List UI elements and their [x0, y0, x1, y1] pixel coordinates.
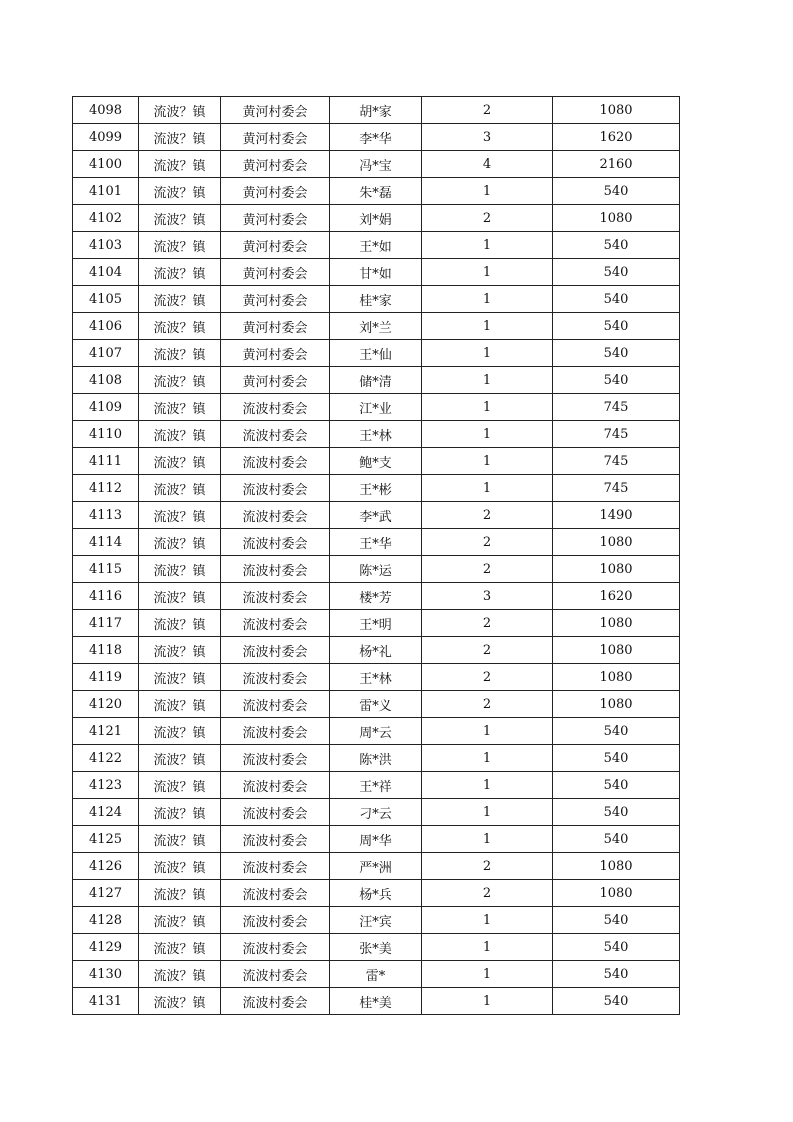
village-committee-cell: 流波村委会 [221, 853, 330, 880]
count-cell: 1 [422, 232, 553, 259]
amount-cell: 540 [553, 772, 680, 799]
amount-cell: 540 [553, 178, 680, 205]
town-cell: 流波？镇 [139, 151, 221, 178]
row-number-cell: 4122 [73, 745, 139, 772]
table-row [73, 610, 680, 637]
amount-cell: 1080 [553, 880, 680, 907]
table-row [73, 583, 680, 610]
row-number-cell: 4098 [73, 97, 139, 124]
town-cell: 流波？镇 [139, 475, 221, 502]
count-cell: 1 [422, 961, 553, 988]
row-number-cell: 4121 [73, 718, 139, 745]
town-cell: 流波？镇 [139, 259, 221, 286]
row-number-cell: 4120 [73, 691, 139, 718]
table-row [73, 502, 680, 529]
village-committee-cell: 流波村委会 [221, 556, 330, 583]
person-name-cell: 李*武 [330, 502, 422, 529]
town-cell: 流波？镇 [139, 934, 221, 961]
row-number-cell: 4117 [73, 610, 139, 637]
table-row [73, 934, 680, 961]
amount-cell: 745 [553, 448, 680, 475]
village-committee-cell: 黄河村委会 [221, 205, 330, 232]
row-number-cell: 4110 [73, 421, 139, 448]
village-committee-cell: 黄河村委会 [221, 124, 330, 151]
row-number-cell: 4123 [73, 772, 139, 799]
person-name-cell: 朱*磊 [330, 178, 422, 205]
town-cell: 流波？镇 [139, 313, 221, 340]
village-committee-cell: 流波村委会 [221, 772, 330, 799]
person-name-cell: 王*如 [330, 232, 422, 259]
table-row [73, 853, 680, 880]
amount-cell: 540 [553, 367, 680, 394]
person-name-cell: 王*仙 [330, 340, 422, 367]
village-committee-cell: 流波村委会 [221, 691, 330, 718]
table-row [73, 772, 680, 799]
amount-cell: 540 [553, 259, 680, 286]
count-cell: 2 [422, 610, 553, 637]
amount-cell: 540 [553, 799, 680, 826]
table-row [73, 259, 680, 286]
count-cell: 1 [422, 907, 553, 934]
row-number-cell: 4130 [73, 961, 139, 988]
table-row [73, 340, 680, 367]
person-name-cell: 刘*娟 [330, 205, 422, 232]
count-cell: 1 [422, 448, 553, 475]
amount-cell: 540 [553, 988, 680, 1015]
town-cell: 流波？镇 [139, 124, 221, 151]
amount-cell: 1080 [553, 556, 680, 583]
person-name-cell: 楼*芳 [330, 583, 422, 610]
village-committee-cell: 流波村委会 [221, 448, 330, 475]
person-name-cell: 江*业 [330, 394, 422, 421]
count-cell: 1 [422, 799, 553, 826]
row-number-cell: 4116 [73, 583, 139, 610]
table-row [73, 907, 680, 934]
amount-cell: 1080 [553, 529, 680, 556]
amount-cell: 1080 [553, 97, 680, 124]
village-committee-cell: 流波村委会 [221, 421, 330, 448]
table-row [73, 637, 680, 664]
table-row [73, 178, 680, 205]
row-number-cell: 4113 [73, 502, 139, 529]
person-name-cell: 周*云 [330, 718, 422, 745]
amount-cell: 1080 [553, 853, 680, 880]
amount-cell: 745 [553, 475, 680, 502]
person-name-cell: 汪*宾 [330, 907, 422, 934]
village-committee-cell: 黄河村委会 [221, 286, 330, 313]
row-number-cell: 4102 [73, 205, 139, 232]
person-name-cell: 桂*家 [330, 286, 422, 313]
count-cell: 1 [422, 988, 553, 1015]
table-row [73, 556, 680, 583]
town-cell: 流波？镇 [139, 799, 221, 826]
person-name-cell: 李*华 [330, 124, 422, 151]
count-cell: 2 [422, 691, 553, 718]
table-body [73, 97, 680, 1015]
table-row [73, 124, 680, 151]
village-committee-cell: 流波村委会 [221, 664, 330, 691]
count-cell: 1 [422, 394, 553, 421]
amount-cell: 1080 [553, 610, 680, 637]
village-committee-cell: 黄河村委会 [221, 232, 330, 259]
count-cell: 3 [422, 583, 553, 610]
town-cell: 流波？镇 [139, 664, 221, 691]
amount-cell: 540 [553, 907, 680, 934]
amount-cell: 745 [553, 421, 680, 448]
count-cell: 2 [422, 664, 553, 691]
village-committee-cell: 黄河村委会 [221, 313, 330, 340]
amount-cell: 1080 [553, 664, 680, 691]
count-cell: 1 [422, 259, 553, 286]
person-name-cell: 刘*兰 [330, 313, 422, 340]
person-name-cell: 鲍*支 [330, 448, 422, 475]
town-cell: 流波？镇 [139, 367, 221, 394]
table-row [73, 664, 680, 691]
amount-cell: 540 [553, 232, 680, 259]
village-committee-cell: 流波村委会 [221, 718, 330, 745]
count-cell: 1 [422, 475, 553, 502]
table-row [73, 745, 680, 772]
count-cell: 2 [422, 637, 553, 664]
table-row [73, 421, 680, 448]
table-row [73, 988, 680, 1015]
table-row [73, 880, 680, 907]
amount-cell: 540 [553, 286, 680, 313]
amount-cell: 540 [553, 745, 680, 772]
town-cell: 流波？镇 [139, 286, 221, 313]
village-committee-cell: 流波村委会 [221, 502, 330, 529]
village-committee-cell: 流波村委会 [221, 799, 330, 826]
table-row [73, 826, 680, 853]
count-cell: 2 [422, 853, 553, 880]
town-cell: 流波？镇 [139, 205, 221, 232]
amount-cell: 1080 [553, 205, 680, 232]
village-committee-cell: 流波村委会 [221, 394, 330, 421]
table-row [73, 232, 680, 259]
count-cell: 1 [422, 745, 553, 772]
town-cell: 流波？镇 [139, 718, 221, 745]
row-number-cell: 4129 [73, 934, 139, 961]
town-cell: 流波？镇 [139, 97, 221, 124]
town-cell: 流波？镇 [139, 961, 221, 988]
village-committee-cell: 流波村委会 [221, 907, 330, 934]
town-cell: 流波？镇 [139, 340, 221, 367]
row-number-cell: 4101 [73, 178, 139, 205]
person-name-cell: 王*华 [330, 529, 422, 556]
village-committee-cell: 黄河村委会 [221, 367, 330, 394]
row-number-cell: 4111 [73, 448, 139, 475]
person-name-cell: 周*华 [330, 826, 422, 853]
amount-cell: 1620 [553, 124, 680, 151]
person-name-cell: 刁*云 [330, 799, 422, 826]
person-name-cell: 雷*义 [330, 691, 422, 718]
count-cell: 4 [422, 151, 553, 178]
town-cell: 流波？镇 [139, 448, 221, 475]
person-name-cell: 严*洲 [330, 853, 422, 880]
village-committee-cell: 黄河村委会 [221, 97, 330, 124]
table-row [73, 718, 680, 745]
town-cell: 流波？镇 [139, 583, 221, 610]
table-row [73, 529, 680, 556]
amount-cell: 540 [553, 340, 680, 367]
person-name-cell: 王*林 [330, 421, 422, 448]
count-cell: 1 [422, 718, 553, 745]
row-number-cell: 4105 [73, 286, 139, 313]
amount-cell: 540 [553, 718, 680, 745]
row-number-cell: 4118 [73, 637, 139, 664]
count-cell: 1 [422, 826, 553, 853]
row-number-cell: 4124 [73, 799, 139, 826]
table-row [73, 286, 680, 313]
count-cell: 1 [422, 340, 553, 367]
count-cell: 1 [422, 367, 553, 394]
table-row [73, 367, 680, 394]
village-committee-cell: 流波村委会 [221, 529, 330, 556]
village-committee-cell: 黄河村委会 [221, 178, 330, 205]
row-number-cell: 4103 [73, 232, 139, 259]
village-committee-cell: 流波村委会 [221, 745, 330, 772]
table-row [73, 961, 680, 988]
amount-cell: 540 [553, 961, 680, 988]
count-cell: 2 [422, 529, 553, 556]
table-row [73, 97, 680, 124]
town-cell: 流波？镇 [139, 907, 221, 934]
row-number-cell: 4112 [73, 475, 139, 502]
table-row [73, 799, 680, 826]
person-name-cell: 张*美 [330, 934, 422, 961]
village-committee-cell: 流波村委会 [221, 475, 330, 502]
row-number-cell: 4127 [73, 880, 139, 907]
count-cell: 2 [422, 502, 553, 529]
town-cell: 流波？镇 [139, 853, 221, 880]
amount-cell: 2160 [553, 151, 680, 178]
count-cell: 2 [422, 97, 553, 124]
row-number-cell: 4114 [73, 529, 139, 556]
table-row [73, 691, 680, 718]
count-cell: 1 [422, 772, 553, 799]
town-cell: 流波？镇 [139, 691, 221, 718]
village-committee-cell: 流波村委会 [221, 583, 330, 610]
town-cell: 流波？镇 [139, 826, 221, 853]
table-row [73, 394, 680, 421]
table-row [73, 475, 680, 502]
amount-cell: 540 [553, 313, 680, 340]
town-cell: 流波？镇 [139, 394, 221, 421]
count-cell: 1 [422, 934, 553, 961]
town-cell: 流波？镇 [139, 745, 221, 772]
amount-cell: 745 [553, 394, 680, 421]
count-cell: 2 [422, 880, 553, 907]
village-committee-cell: 流波村委会 [221, 610, 330, 637]
amount-cell: 1490 [553, 502, 680, 529]
table-row [73, 151, 680, 178]
town-cell: 流波？镇 [139, 556, 221, 583]
town-cell: 流波？镇 [139, 988, 221, 1015]
row-number-cell: 4106 [73, 313, 139, 340]
person-name-cell: 冯*宝 [330, 151, 422, 178]
row-number-cell: 4128 [73, 907, 139, 934]
village-committee-cell: 黄河村委会 [221, 340, 330, 367]
data-table [72, 96, 680, 1015]
village-committee-cell: 黄河村委会 [221, 151, 330, 178]
village-committee-cell: 流波村委会 [221, 826, 330, 853]
row-number-cell: 4115 [73, 556, 139, 583]
row-number-cell: 4131 [73, 988, 139, 1015]
person-name-cell: 王*祥 [330, 772, 422, 799]
village-committee-cell: 流波村委会 [221, 988, 330, 1015]
amount-cell: 1620 [553, 583, 680, 610]
amount-cell: 1080 [553, 637, 680, 664]
village-committee-cell: 流波村委会 [221, 880, 330, 907]
count-cell: 1 [422, 178, 553, 205]
town-cell: 流波？镇 [139, 421, 221, 448]
person-name-cell: 桂*美 [330, 988, 422, 1015]
person-name-cell: 胡*家 [330, 97, 422, 124]
person-name-cell: 杨*礼 [330, 637, 422, 664]
person-name-cell: 王*林 [330, 664, 422, 691]
row-number-cell: 4099 [73, 124, 139, 151]
village-committee-cell: 流波村委会 [221, 934, 330, 961]
village-committee-cell: 黄河村委会 [221, 259, 330, 286]
table-row [73, 448, 680, 475]
row-number-cell: 4109 [73, 394, 139, 421]
row-number-cell: 4100 [73, 151, 139, 178]
row-number-cell: 4104 [73, 259, 139, 286]
town-cell: 流波？镇 [139, 232, 221, 259]
count-cell: 2 [422, 556, 553, 583]
village-committee-cell: 流波村委会 [221, 637, 330, 664]
table-row [73, 205, 680, 232]
person-name-cell: 雷* [330, 961, 422, 988]
person-name-cell: 王*彬 [330, 475, 422, 502]
town-cell: 流波？镇 [139, 772, 221, 799]
amount-cell: 540 [553, 934, 680, 961]
town-cell: 流波？镇 [139, 637, 221, 664]
person-name-cell: 陈*运 [330, 556, 422, 583]
count-cell: 2 [422, 205, 553, 232]
count-cell: 3 [422, 124, 553, 151]
village-committee-cell: 流波村委会 [221, 961, 330, 988]
town-cell: 流波？镇 [139, 178, 221, 205]
count-cell: 1 [422, 313, 553, 340]
person-name-cell: 甘*如 [330, 259, 422, 286]
town-cell: 流波？镇 [139, 880, 221, 907]
person-name-cell: 储*清 [330, 367, 422, 394]
person-name-cell: 陈*洪 [330, 745, 422, 772]
person-name-cell: 王*明 [330, 610, 422, 637]
person-name-cell: 杨*兵 [330, 880, 422, 907]
amount-cell: 540 [553, 826, 680, 853]
row-number-cell: 4125 [73, 826, 139, 853]
count-cell: 1 [422, 421, 553, 448]
row-number-cell: 4108 [73, 367, 139, 394]
row-number-cell: 4119 [73, 664, 139, 691]
town-cell: 流波？镇 [139, 502, 221, 529]
town-cell: 流波？镇 [139, 529, 221, 556]
count-cell: 1 [422, 286, 553, 313]
row-number-cell: 4107 [73, 340, 139, 367]
row-number-cell: 4126 [73, 853, 139, 880]
town-cell: 流波？镇 [139, 610, 221, 637]
table-row [73, 313, 680, 340]
amount-cell: 1080 [553, 691, 680, 718]
